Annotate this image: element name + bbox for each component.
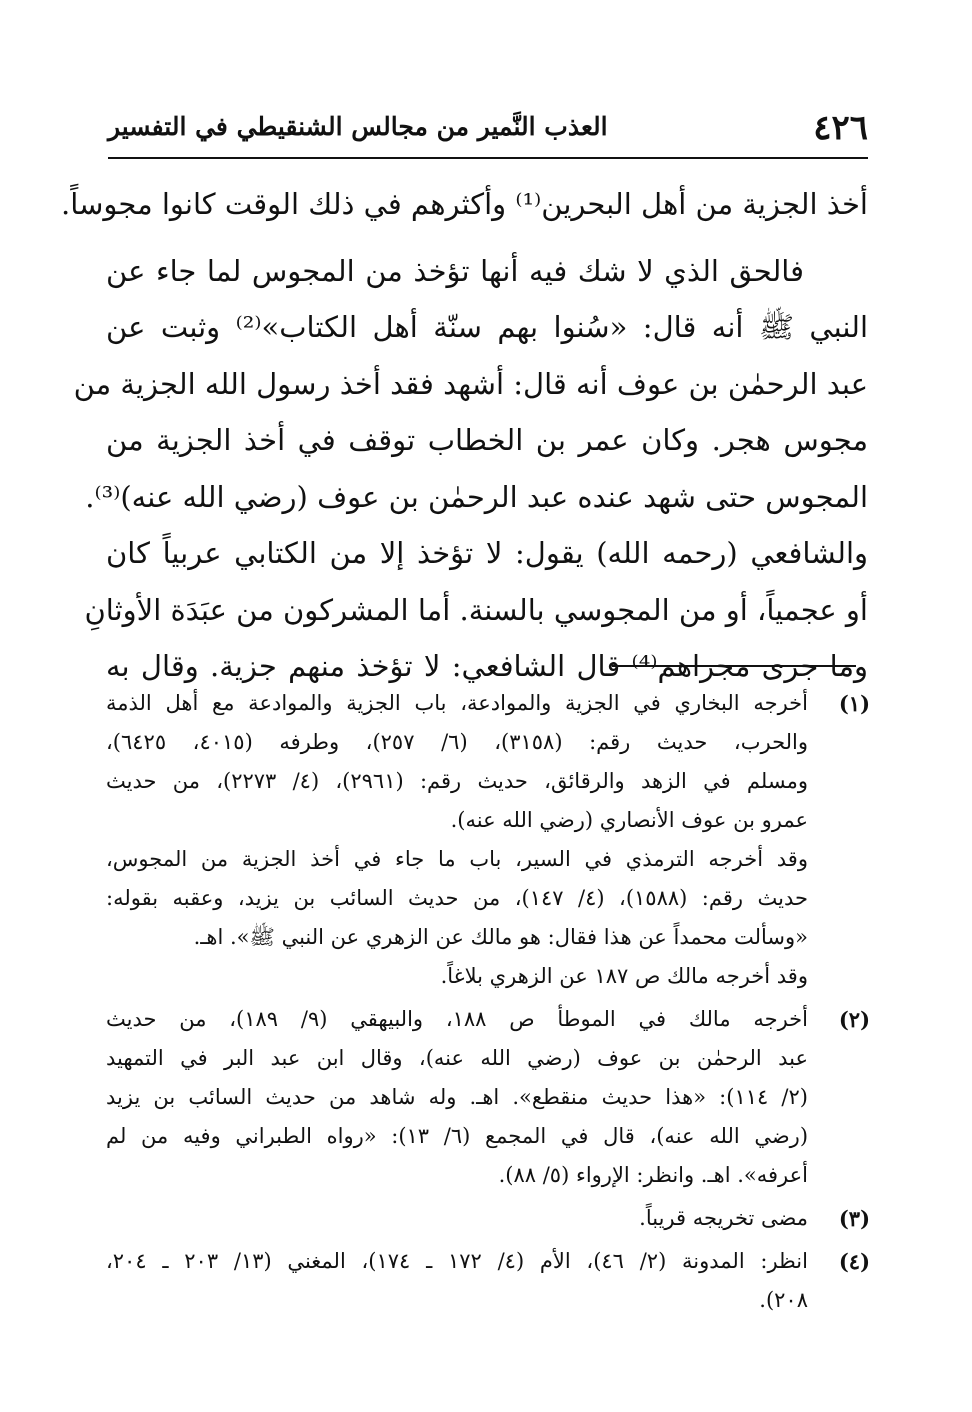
footnote-1 (106, 684, 870, 996)
footnote-line: عبد الرحمٰن بن عوف (رضي الله عنه)، وقال ابن عبد البر في التمهيد (106, 1046, 808, 1070)
footnote-line: (رضي الله عنه)، قال في المجمع (٦/ ١٣): «رواه الطبراني وفيه من لم (106, 1124, 809, 1148)
running-title: العذب النَّمير من مجالس الشنقيطي في التفسير (108, 112, 608, 141)
footnote-line: ٢٠٨). (759, 1288, 808, 1312)
body-line: النبي ﷺ أنه قال: «سُنوا بهم سنّة أهل الكتاب»⁽²⁾ وثبت عن (106, 310, 869, 344)
footnote-number: (٤) (838, 1249, 870, 1274)
page-header (108, 108, 868, 158)
footnote-2 (106, 1000, 870, 1195)
footnotes (106, 684, 870, 1320)
footnote-line: حديث رقم: (١٥٨٨)، (٤/ ١٤٧)، من حديث السائب بن يزيد، وعقبه بقوله: (106, 886, 808, 910)
footnote-line: أخرجه مالك في الموطأ ص ١٨٨، والبيهقي (٩/ ١٨٩)، من حديث (106, 1007, 808, 1031)
footnote-line: عمرو بن عوف الأنصاري (رضي الله عنه). (450, 808, 808, 832)
footnote-line: مضى تخريجه قريباً. (639, 1206, 808, 1230)
footnote-4 (106, 1242, 870, 1320)
page-number: ٤٢٦ (813, 108, 868, 148)
footnote-separator (612, 665, 856, 667)
body-line: أو عجمياً، أو من المجوسي بالسنة. أما المشركون من عبَدَة الأوثانِ (84, 592, 868, 627)
body-line: مجوس هجر. وكان عمر بن الخطاب توقف في أخذ الجزية من (106, 423, 868, 457)
footnote-line: وقد أخرجه مالك ص ١٨٧ عن الزهري بلاغاً. (440, 964, 808, 988)
footnote-line: انظر: المدونة (٢/ ٤٦)، الأم (٤/ ١٧٢ ـ ١٧٤)، المغني (١٣/ ٢٠٣ ـ ٢٠٤، (106, 1249, 808, 1273)
footnote-number: (١) (838, 691, 870, 716)
footnote-line: والحرب، حديث رقم: (٣١٥٨)، (٦/ ٢٥٧)، وطرفه (٤٠١٥، ٦٤٢٥)، (106, 730, 808, 754)
footnote-line: وقد أخرجه الترمذي في السير، باب ما جاء في أخذ الجزية من المجوس، (106, 847, 808, 871)
body-line: فالحق الذي لا شك فيه أنها تؤخذ من المجوس لما جاء عن (106, 253, 804, 288)
footnote-line: «وسألت محمداً عن هذا فقال: هو مالك عن الزهري عن النبي ﷺ». اهـ. (193, 925, 808, 949)
body-line: والشافعي (رحمه الله) يقول: لا تؤخذ إلا من الكتابي عربياً كان (106, 536, 868, 570)
body-line: وما جرى مجراهم⁽⁴⁾ قال الشافعي: لا تؤخذ منهم جزية. وقال به (106, 649, 868, 683)
footnote-line: ومسلم في الزهد والرقائق، حديث رقم: (٢٩٦١)، (٤/ ٢٢٧٣)، من حديث (106, 769, 808, 793)
footnote-line: أخرجه البخاري في الجزية والموادعة، باب الجزية والموادعة مع أهل الذمة (106, 691, 808, 715)
body-line: المجوس حتى شهد عنده عبد الرحمٰن بن عوف (رضي الله عنه)⁽³⁾. (85, 479, 868, 514)
main-text (61, 176, 869, 695)
footnote-line: أعرفه». اهـ. وانظر: الإرواء (٥/ ٨٨). (498, 1163, 808, 1187)
footnote-number: (٣) (838, 1206, 870, 1231)
footnote-number: (٢) (838, 1007, 870, 1032)
footnote-3 (106, 1199, 870, 1238)
body-line: أخذ الجزية من أهل البحرين⁽¹⁾ وأكثرهم في ذلك الوقت كانوا مجوساً. (61, 187, 868, 221)
footnote-line: (٢/ ١١٤): «هذا حديث منقطع». اهـ. وله شاهد من حديث السائب بن يزيد (106, 1085, 808, 1109)
body-line: عبد الرحمٰن بن عوف أنه قال: أشهد فقد أخذ رسول الله الجزية من (73, 366, 868, 401)
header-rule (108, 157, 868, 159)
